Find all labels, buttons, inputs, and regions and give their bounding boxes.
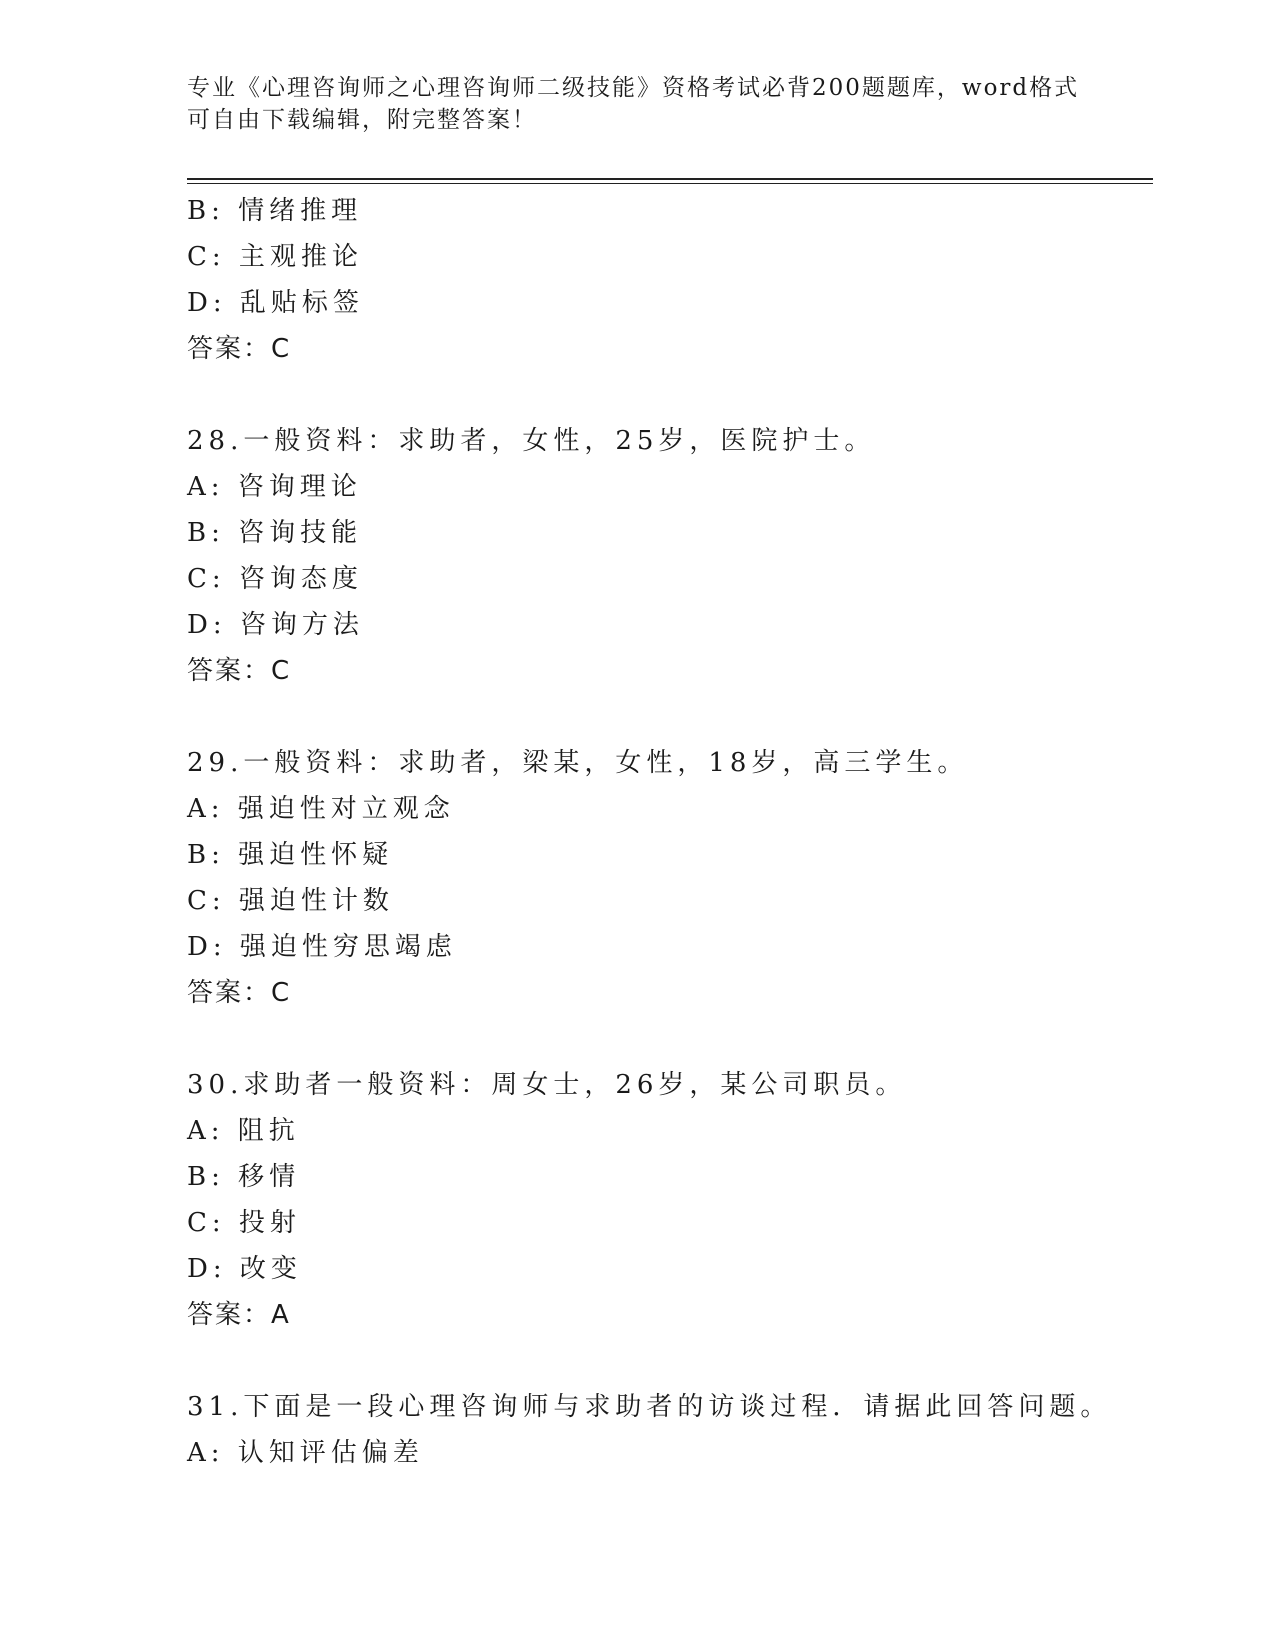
spacer	[187, 1016, 1147, 1062]
header-rule-thin	[187, 183, 1153, 184]
option-b: B: 强迫性怀疑	[187, 840, 394, 870]
question-stem: 29.一般资料：求助者，梁某，女性，18岁，高三学生。	[187, 748, 969, 778]
question-28	[187, 418, 1147, 694]
option-d: D: 改变	[187, 1254, 302, 1284]
answer: 答案：C	[187, 656, 292, 686]
header-rule-thick	[187, 178, 1153, 180]
question-list	[187, 188, 1147, 1476]
option-a: A: 强迫性对立观念	[187, 794, 455, 824]
option-a: A: 阻抗	[187, 1116, 300, 1146]
question-30	[187, 1062, 1147, 1338]
answer: 答案：C	[187, 334, 292, 364]
option-b: B: 咨询技能	[187, 518, 363, 548]
header-line-2: 可自由下载编辑，附完整答案！	[187, 107, 537, 133]
option-c: C: 强迫性计数	[187, 886, 394, 916]
spacer	[187, 1338, 1147, 1384]
option-c: C: 咨询态度	[187, 564, 363, 594]
question-stem: 30.求助者一般资料：周女士，26岁，某公司职员。	[187, 1070, 907, 1100]
question-29	[187, 740, 1147, 1016]
option-a: A: 咨询理论	[187, 472, 362, 502]
question-31	[187, 1384, 1147, 1476]
option-c: C: 主观推论	[187, 242, 363, 272]
document-header	[187, 72, 1087, 136]
spacer	[187, 372, 1147, 418]
option-d: D: 强迫性穷思竭虑	[187, 932, 457, 962]
answer: 答案：C	[187, 978, 292, 1008]
header-line-1: 专业《心理咨询师之心理咨询师二级技能》资格考试必背200题题库，word格式	[187, 75, 1080, 101]
option-d: D: 乱贴标签	[187, 288, 364, 318]
option-b: B: 情绪推理	[187, 196, 363, 226]
option-a: A: 认知评估偏差	[187, 1438, 424, 1468]
question-27-continued	[187, 188, 1147, 372]
question-stem: 31.下面是一段心理咨询师与求助者的访谈过程．请据此回答问题。	[187, 1392, 1112, 1422]
option-c: C: 投射	[187, 1208, 301, 1238]
spacer	[187, 694, 1147, 740]
option-d: D: 咨询方法	[187, 610, 364, 640]
answer: 答案：A	[187, 1300, 291, 1330]
question-stem: 28.一般资料：求助者，女性，25岁，医院护士。	[187, 426, 876, 456]
option-b: B: 移情	[187, 1162, 301, 1192]
